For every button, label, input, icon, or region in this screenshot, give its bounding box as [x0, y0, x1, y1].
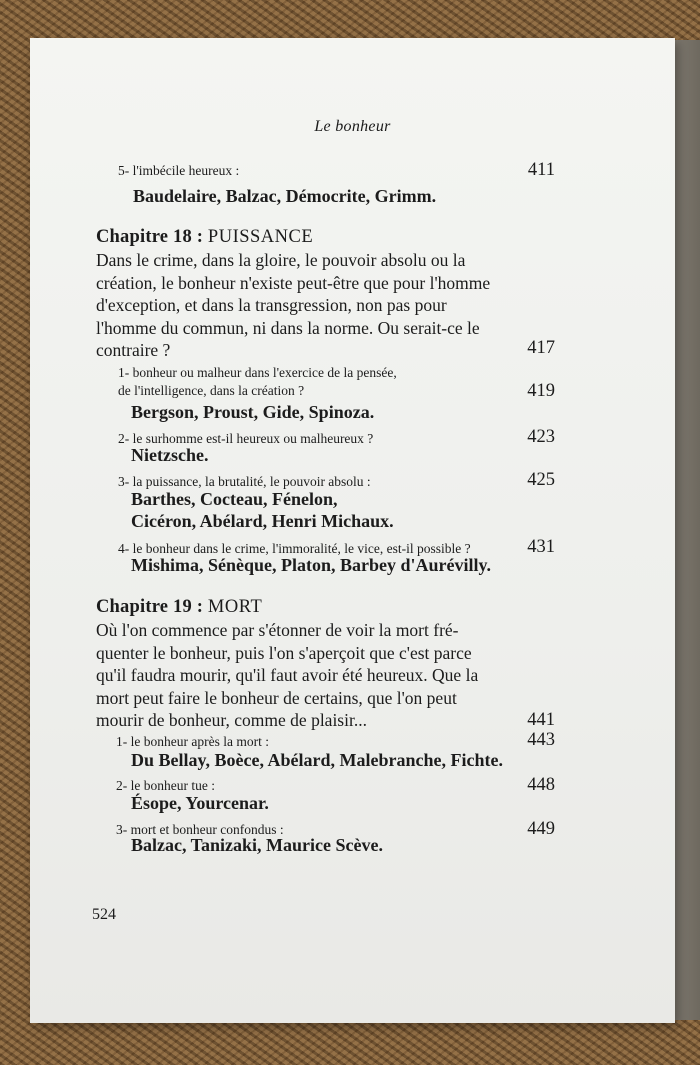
chapter-intro: [96, 249, 536, 362]
running-head: Le bonheur: [314, 118, 391, 135]
chapter-title-19: Chapitre 19 : MORT: [96, 597, 263, 617]
folio: 524: [92, 906, 116, 923]
entry-subtitle: 5- l'imbécile heureux :: [118, 163, 240, 178]
authors-line: Cicéron, Abélard, Henri Michaux.: [131, 511, 394, 531]
intro-line: contraire ?: [96, 340, 171, 360]
authors-line: Nietzsche.: [131, 445, 209, 465]
chapter-intro: [96, 619, 536, 732]
page-number: 431: [527, 537, 555, 557]
intro-line: d'exception, et dans la transgression, non pas pour: [96, 295, 447, 315]
entry-subtitle: de l'intelligence, dans la création ?: [118, 383, 305, 398]
page-number: 448: [527, 775, 555, 795]
entry-subtitle: 1- bonheur ou malheur dans l'exercice de la pensée,: [118, 365, 397, 380]
chapter-title-18: Chapitre 18 : PUISSANCE: [96, 227, 314, 247]
intro-line: mort peut faire le bonheur de certains, que l'on peut: [96, 687, 457, 708]
intro-line: Dans le crime, dans la gloire, le pouvoir absolu ou la: [96, 250, 466, 270]
entry-subtitle: 2- le surhomme est-il heureux ou malheureux ?: [118, 431, 374, 446]
entry-subtitle: 1- le bonheur après la mort :: [116, 734, 269, 749]
page-number: 441: [527, 710, 555, 730]
page-number: 423: [527, 427, 555, 447]
entry-subtitle: 3- la puissance, la brutalité, le pouvoir absolu :: [118, 474, 371, 489]
intro-line: l'homme du commun, ni dans la norme. Ou serait-ce le: [96, 317, 480, 338]
entry-subtitle: 2- le bonheur tue :: [116, 778, 215, 793]
book-page: [30, 38, 675, 1023]
authors-line: Bergson, Proust, Gide, Spinoza.: [131, 402, 375, 422]
intro-line: création, le bonheur n'existe peut-être que pour l'homme: [96, 272, 491, 293]
authors-line: Balzac, Tanizaki, Maurice Scève.: [131, 835, 383, 855]
intro-line: Où l'on commence par s'étonner de voir la mort fré-: [96, 620, 459, 640]
page-number: 443: [527, 730, 555, 750]
authors-line: Mishima, Sénèque, Platon, Barbey d'Aurévilly.: [131, 555, 492, 575]
page-number: 419: [527, 381, 555, 401]
authors-line: Du Bellay, Boèce, Abélard, Malebranche, Fichte.: [131, 750, 503, 770]
page-number: 449: [527, 819, 555, 839]
page-number: 411: [527, 160, 555, 180]
intro-line: qu'il faudra mourir, qu'il faut avoir été heureux. Que la: [96, 665, 479, 685]
entry-subtitle: 3- mort et bonheur confondus :: [116, 822, 284, 837]
authors-line: Baudelaire, Balzac, Démocrite, Grimm.: [133, 186, 437, 206]
page-number: 425: [527, 470, 555, 490]
intro-line: mourir de bonheur, comme de plaisir...: [96, 710, 367, 730]
authors-line: Ésope, Yourcenar.: [131, 793, 269, 813]
authors-line: Barthes, Cocteau, Fénelon,: [131, 489, 338, 509]
entry-subtitle: 4- le bonheur dans le crime, l'immoralité, le vice, est-il possible ?: [118, 541, 471, 556]
intro-line: quenter le bonheur, puis l'on s'aperçoit que c'est parce: [96, 642, 472, 663]
page-number: 417: [527, 338, 555, 358]
